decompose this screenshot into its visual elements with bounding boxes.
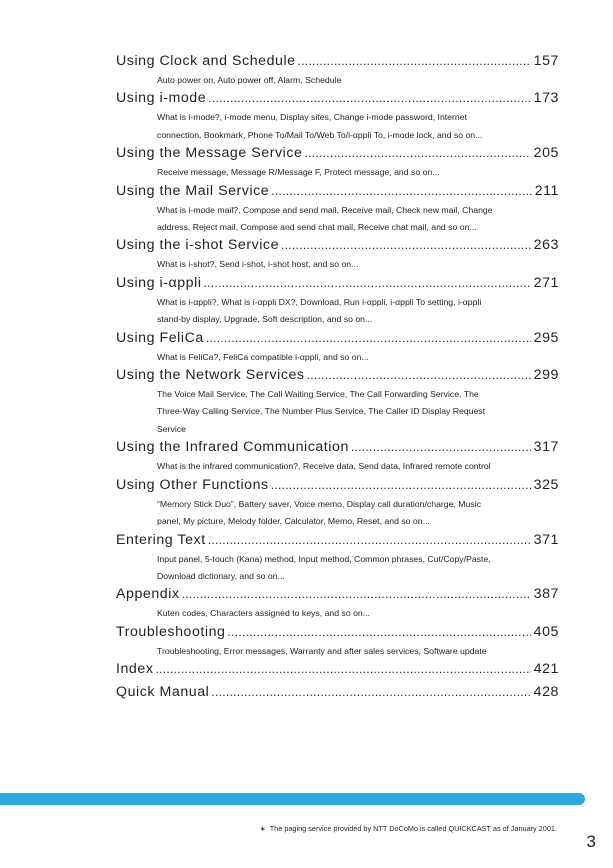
toc-entry-page[interactable]: 421 [533, 661, 559, 678]
toc-entry[interactable] [116, 182, 559, 237]
toc-entry[interactable] [116, 438, 559, 475]
dot-leader [271, 476, 531, 495]
description-line: What is i-mode?, i-mode menu, Display sites, Change i-mode password, Internet [157, 112, 467, 123]
toc-entry-description [157, 457, 559, 475]
description-line: stand-by display, Upgrade, Soft description, and so on... [157, 314, 373, 325]
toc-entry[interactable] [116, 683, 559, 706]
dot-leader [271, 182, 531, 201]
toc-entry-title[interactable]: Entering Text [116, 531, 206, 548]
description-line: Three-Way Calling Service, The Number Plus Service, The Caller ID Display Request [157, 406, 486, 417]
dot-leader [208, 89, 530, 108]
dot-leader [211, 683, 530, 702]
description-line: Input panel, 5-touch (Kana) method, Input method, Common phrases, Cut/Copy/Paste, [157, 553, 491, 564]
description-line: What is i-mode mail?, Compose and send mail, Receive mail, Check new mail, Change [157, 204, 493, 215]
description-line: panel, My picture, Melody folder, Calculator, Memo, Reset, and so on... [157, 516, 430, 527]
toc-entry-heading[interactable] [116, 683, 559, 702]
toc-entry-title[interactable]: Using Clock and Schedule [116, 53, 296, 69]
dot-leader [307, 366, 531, 385]
toc-entry[interactable] [116, 52, 559, 89]
toc-entry-heading[interactable] [116, 182, 559, 201]
dot-leader [155, 660, 530, 679]
toc-entry-page[interactable]: 387 [533, 586, 559, 603]
toc-entry-page[interactable]: 295 [533, 329, 559, 346]
toc-entry-heading[interactable] [116, 366, 559, 385]
toc-entry[interactable] [116, 623, 559, 660]
toc-entry-description [157, 293, 559, 329]
toc-entry-description [157, 71, 559, 89]
dot-leader [281, 236, 531, 255]
description-line: address, Reject mail, Compose and send chat mail, Receive chat mail, and so on... [157, 222, 477, 233]
description-line: What is i-αppli?, What is i-αppli DX?, Download, Run i-αppli, i-αppli To setting, i-αppli [157, 296, 482, 307]
toc-entry-page[interactable]: 325 [533, 476, 559, 493]
dot-leader [298, 52, 531, 71]
toc-entry-page[interactable]: 317 [533, 439, 559, 456]
description-line: Download dictionary, and so on... [157, 570, 285, 581]
description-line: Troubleshooting, Error messages, Warranty and after sales services, Software update [157, 645, 487, 656]
toc-entry-heading[interactable] [116, 329, 559, 348]
toc-entry-description [157, 255, 559, 273]
description-line: “Memory Stick Duo”, Battery saver, Voice memo, Display call duration/charge, Music [157, 498, 481, 509]
description-line: What is FeliCa?, FeliCa compatible i-αppli, and so on... [157, 351, 369, 362]
toc-entry-page[interactable]: 428 [533, 684, 559, 701]
toc-entry-heading[interactable] [116, 144, 559, 163]
toc-entry[interactable] [116, 476, 559, 531]
toc-entry[interactable] [116, 531, 559, 586]
toc-entry[interactable] [116, 144, 559, 181]
dot-leader [227, 623, 530, 642]
toc-entry-heading[interactable] [116, 476, 559, 495]
toc-entry-description [157, 348, 559, 366]
toc-entry-description [157, 385, 559, 438]
toc-entry[interactable] [116, 274, 559, 329]
dot-leader [182, 585, 531, 604]
toc-entry-title[interactable]: Using i-mode [116, 90, 207, 107]
toc-entry-title[interactable]: Troubleshooting [116, 623, 226, 640]
toc-entry-heading[interactable] [116, 236, 559, 255]
toc-entry-heading[interactable] [116, 52, 559, 71]
toc-entry-description [157, 495, 559, 531]
toc-entry-heading[interactable] [116, 623, 559, 642]
toc-entry[interactable] [116, 236, 559, 273]
footnote-text: The paging service provided by NTT DoCoMo is called QUICKCAST as of January 2001. [269, 824, 557, 833]
description-line: The Voice Mail Service, The Call Waiting Service, The Call Forwarding Service, The [157, 389, 479, 400]
toc-entry[interactable] [116, 660, 559, 683]
footer-band [0, 793, 585, 805]
toc-entry-heading[interactable] [116, 531, 559, 550]
dot-leader [208, 531, 531, 550]
toc-entry[interactable] [116, 585, 559, 622]
toc-entry[interactable] [116, 329, 559, 366]
toc-entry-description [157, 108, 559, 144]
table-of-contents [116, 52, 559, 706]
toc-entry-description [157, 550, 559, 586]
toc-entry-title[interactable]: Quick Manual [116, 684, 210, 701]
toc-entry-page[interactable]: 371 [533, 531, 559, 548]
toc-entry-title[interactable]: Using i-αppli [116, 274, 202, 291]
toc-entry-title[interactable]: Using the i-shot Service [116, 237, 280, 254]
toc-entry-description [157, 201, 559, 237]
dot-leader [206, 329, 531, 348]
toc-entry-heading[interactable] [116, 660, 559, 679]
dot-leader [351, 438, 531, 457]
toc-entry-page[interactable]: 211 [534, 182, 559, 199]
description-line: Service [157, 423, 186, 434]
description-line: What is the infrared communication?, Receive data, Send data, Infrared remote control [157, 461, 491, 472]
toc-entry-title[interactable]: Using the Network Services [116, 367, 305, 384]
toc-entry-description [157, 642, 559, 660]
description-line: What is i-shot?, Send i-shot, i-shot host, and so on... [157, 259, 359, 270]
toc-entry-title[interactable]: Using Other Functions [116, 476, 269, 493]
toc-entry-description [157, 163, 559, 181]
toc-entry-title[interactable]: Using FeliCa [116, 329, 204, 346]
toc-entry-heading[interactable] [116, 438, 559, 457]
toc-entry-page[interactable]: 405 [533, 623, 559, 640]
toc-entry-title[interactable]: Using the Mail Service [116, 182, 270, 199]
toc-entry-page[interactable]: 299 [533, 367, 559, 384]
description-line: Receive message, Message R/Message F, Protect message, and so on... [157, 167, 440, 178]
footnote [260, 824, 557, 833]
description-line: Auto power on, Auto power off, Alarm, Schedule [157, 75, 342, 85]
footnote-mark: ∗ [259, 826, 266, 833]
toc-entry-page[interactable]: 173 [533, 90, 559, 107]
toc-entry-heading[interactable] [116, 274, 559, 293]
toc-entry-page[interactable]: 157 [533, 53, 559, 69]
toc-entry-heading[interactable] [116, 585, 559, 604]
page-number: 3 [586, 832, 596, 851]
description-line: Kuten codes, Characters assigned to keys, and so on... [157, 608, 370, 619]
toc-entry-title[interactable]: Using the Infrared Communication [116, 439, 349, 456]
dot-leader [304, 144, 530, 163]
toc-entry-title[interactable]: Appendix [116, 586, 180, 603]
toc-entry-description [157, 604, 559, 622]
toc-entry-heading[interactable] [116, 89, 559, 108]
toc-entry-page[interactable]: 205 [533, 145, 559, 162]
description-line: connection, Bookmark, Phone To/Mail To/Web To/i-αppli To, i-mode lock, and so on... [157, 129, 483, 140]
toc-entry[interactable] [116, 89, 559, 144]
toc-entry-page[interactable]: 271 [533, 274, 559, 291]
toc-entry-title[interactable]: Using the Message Service [116, 145, 303, 162]
toc-entry-page[interactable]: 263 [533, 237, 559, 254]
toc-entry[interactable] [116, 366, 559, 438]
toc-entry-title[interactable]: Index [116, 661, 154, 678]
dot-leader [204, 274, 531, 293]
